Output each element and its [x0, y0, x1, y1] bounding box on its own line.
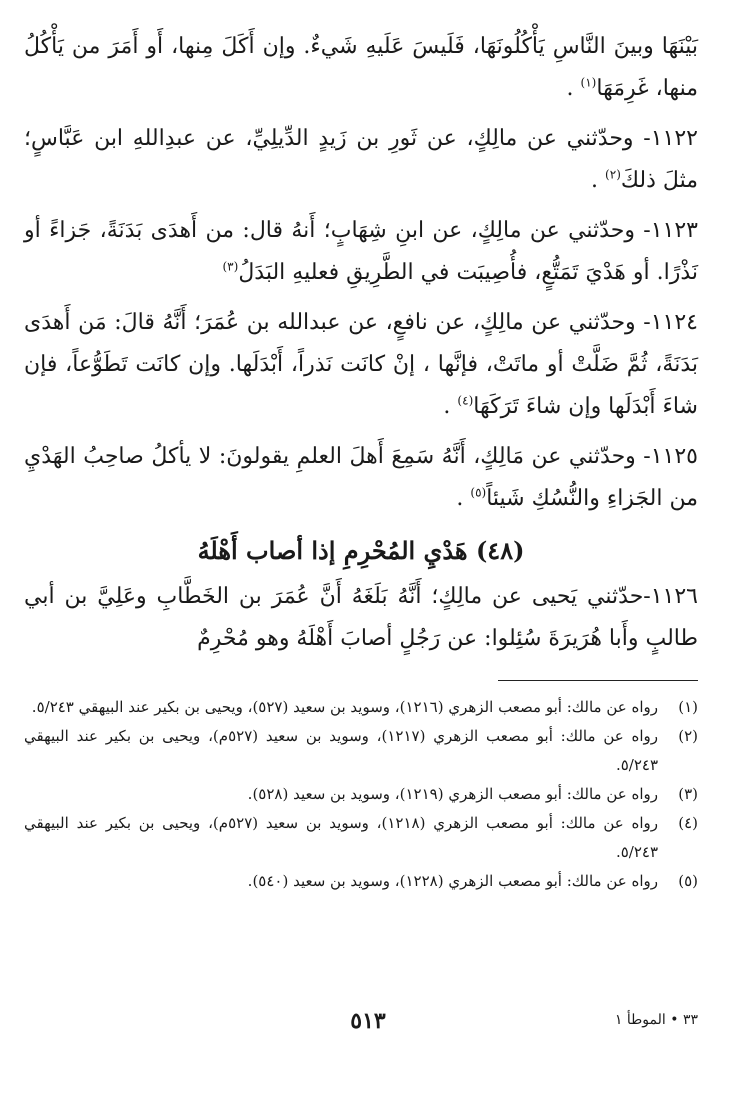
hadith-paragraph [24, 210, 698, 294]
paragraph-end: . [456, 486, 471, 511]
paragraph-end: . [443, 394, 458, 419]
hadith-paragraph-final: ١١٢٦-حدّثني يَحيى عن مالِكٍ؛ أَنَّهُ بَلَغَهُ أَنَّ عُمَرَ بن الخَطَّابِ وعَلِيَّ بن أبي طالبٍ وأَبا هُرَيرَةَ سُئِلوا: عن رَجُلٍ أصابَ أَهْلَهُ وهو مُحْرِمٌ [24, 584, 698, 651]
section-heading: (٤٨) هَدْيِ المُحْرِمِ إذا أصاب أَهْلَهُ [197, 536, 525, 565]
footnote [24, 722, 698, 780]
hadith-paragraph [24, 302, 698, 428]
footnote [24, 693, 698, 722]
footnote-divider [498, 680, 698, 681]
hadith-paragraph [24, 118, 698, 202]
footnote-number: (٤) [678, 814, 698, 832]
paragraph-end: . [566, 76, 581, 101]
paragraph-text: ١١٢٥- وحدّثني عن مَالِكٍ، أَنَّهُ سَمِعَ أَهلَ العلمِ يقولونَ: لا يأكلُ صاحِبُ الهَدْيِ من الجَزاءِ والنُّسُكِ شَيئاً [24, 444, 698, 511]
paragraph-text: بَيْنَهَا وبينَ النَّاسِ يَأْكُلُونَهَا، فَلَيسَ عَلَيهِ شَيءٌ. وإن أَكَلَ مِنها، أَو أَمَرَ من يَأْكُلُ منها، غَرِمَهَا [24, 34, 698, 101]
hadith-paragraph [24, 26, 698, 110]
footnote-ref: (٥) [470, 485, 487, 500]
footnote-text: رواه عن مالك: أبو مصعب الزهري (١٢١٨)، وسويد بن سعيد (٥٢٧م)، ويحيى بن بكير عند البيهقي ٥/٢٤٣. [24, 814, 659, 861]
paragraph-text: ١١٢٤- وحدّثني عن مالِكٍ، عن نافعٍ، عن عبدالله بن عُمَرَ؛ أَنَّهُ قالَ: مَن أَهدَى بَدَنَةً، ثُمَّ ضَلَّتْ أو ماتَتْ، فإنَّها ، إنْ كانَت نَذراً، أَبْدَلَها. وإن كانَت تَطَوُّعاً، فإن شاءَ أَبْدَلَها وإن شاءَ تَرَكَهَا [24, 310, 698, 419]
footnote-ref: (٢) [605, 167, 621, 182]
paragraph-end: . [591, 168, 606, 193]
paragraph-text: ١١٢٣- وحدّثني عن مالِكٍ، عن ابنِ شِهَابٍ؛ أَنهُ قال: من أَهدَى بَدَنَةً، جَزاءً أو نَذْرًا. أو هَدْيَ تَمَتُّعٍ، فأُصِيبَت في الطَّرِيقِ فعليهِ البَدَلُ [24, 218, 698, 285]
footnote-ref: (٣) [222, 259, 239, 274]
footnote-text: رواه عن مالك: أبو مصعب الزهري (١٢١٩)، وسويد بن سعيد (٥٢٨). [247, 785, 658, 803]
footnote-number: (٣) [678, 785, 698, 803]
print-signature: ٣٣ • الموطأ ١ [614, 1012, 698, 1028]
footnote-number: (٥) [678, 872, 698, 890]
footnote-ref: (٤) [457, 393, 474, 408]
footnotes [24, 693, 698, 896]
page-number: ٥١٣ [350, 1008, 386, 1034]
footnote [24, 780, 698, 809]
footnote [24, 867, 698, 896]
hadith-paragraph [24, 436, 698, 520]
footnote [24, 809, 698, 867]
footnote-number: (٢) [678, 727, 698, 745]
footnote-ref: (١) [580, 75, 597, 90]
footnote-text: رواه عن مالك: أبو مصعب الزهري (١٢١٧)، وسويد بن سعيد (٥٢٧م)، ويحيى بن بكير عند البيهقي ٥/٢٤٣. [24, 727, 659, 774]
footnote-text: رواه عن مالك: أبو مصعب الزهري (١٢١٦)، وسويد بن سعيد (٥٢٧)، ويحيى بن بكير عند البيهقي ٥/٢٤٣. [31, 698, 658, 716]
footnote-number: (١) [678, 698, 698, 716]
page-footer [0, 1008, 736, 1038]
footnote-text: رواه عن مالك: أبو مصعب الزهري (١٢٢٨)، وسويد بن سعيد (٥٤٠). [247, 872, 658, 890]
paragraph-text: ١١٢٢- وحدّثني عن مالِكٍ، عن ثَورِ بن زَيدٍ الدِّيلِيِّ، عن عبدِاللهِ ابن عَبَّاسٍ؛ مثلَ ذلكَ [24, 126, 698, 193]
